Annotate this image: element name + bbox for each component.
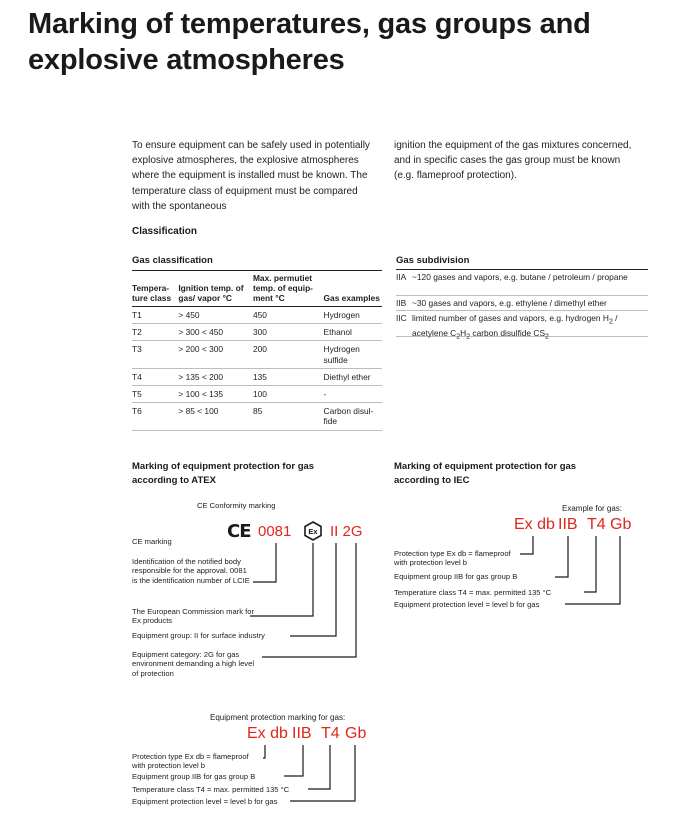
atex-label-tclass: Temperature class T4 = max. permitted 135 °C (132, 785, 290, 794)
cell-max-temp: 450 (253, 307, 324, 324)
atex-label-group: Equipment group IIB for gas group B (132, 772, 256, 781)
cell-temp-class: T5 (132, 386, 178, 403)
cell-temp-class: T1 (132, 307, 178, 324)
iec-label-level: Equipment protection level = level b for gas (394, 600, 540, 609)
cell-example: Carbon disul-fide (324, 403, 382, 430)
col-header-examples: Gas examples (324, 273, 382, 307)
ce-symbol: CE (227, 521, 251, 542)
atex-code-level: Gb (345, 725, 367, 742)
col-header-max-temp: Max. permutiet temp. of equip-ment °C (253, 273, 324, 307)
leader-iec-group (555, 536, 568, 577)
gas-classification-heading: Gas classification (132, 255, 213, 266)
atex-code-group: IIB (292, 725, 312, 742)
leader-iec-level (565, 536, 620, 604)
col-header-ignition: Ignition temp. of gas/ vapor °C (178, 273, 253, 307)
cell-example: Ethanol (324, 324, 382, 341)
ce-conformity-label: CE Conformity marking (197, 501, 276, 510)
iec-example-label: Example for gas: (562, 504, 623, 513)
cell-ignition: > 300 < 450 (178, 324, 253, 341)
label-identification: Identification of the notified body responsible for the approval. 0081 is the identification number of LCIE (132, 557, 250, 585)
atex-code-protection: Ex db (247, 725, 288, 742)
atex-label-protection: Protection type Ex db = flameproof with protection level b (132, 752, 249, 771)
cell-ignition: > 135 < 200 (178, 368, 253, 385)
intro-column-1: To ensure equipment can be safely used in potentially explosive atmospheres, the explosive atmospheres where the equipment is installed must be known. The temperature class of equipment must be compared with the spontaneous (132, 140, 370, 212)
leader-commission (250, 543, 313, 616)
leader-atex-level (290, 745, 355, 801)
col-header-temp-class: Tempera-ture class (132, 273, 178, 307)
subdivision-desc: ~120 gases and vapors, e.g. butane / petroleum / propane (412, 272, 628, 282)
subdivision-code: IIA (396, 272, 407, 282)
atex-heading: Marking of equipment protection for gas according to ATEX (132, 461, 315, 486)
iec-code-group: IIB (558, 516, 578, 533)
label-ce-marking: CE marking (132, 537, 172, 546)
iec-heading: Marking of equipment protection for gas according to IEC (394, 461, 577, 486)
leader-atex-protection (263, 745, 265, 758)
iec-code-tclass: T4 (587, 516, 606, 533)
cell-temp-class: T4 (132, 368, 178, 385)
classification-heading: Classification (132, 226, 198, 237)
cell-temp-class: T6 (132, 403, 178, 430)
cell-ignition: > 200 < 300 (178, 341, 253, 368)
iec-label-group: Equipment group IIB for gas group B (394, 572, 518, 581)
atex-epm-heading: Equipment protection marking for gas: (210, 713, 346, 722)
atex-label-level: Equipment protection level = level b for gas (132, 797, 278, 806)
cell-max-temp: 100 (253, 386, 324, 403)
cell-ignition: > 85 < 100 (178, 403, 253, 430)
iec-code-protection: Ex db (514, 516, 555, 533)
iec-code-level: Gb (610, 516, 632, 533)
cell-example: Hydrogen sulfide (324, 341, 382, 368)
subdivision-desc: limited number of gases and vapors, e.g. hydrogen $H_2$ / acetylene $C_2H_2$ carbon disulfide $CS_2$ (412, 313, 618, 341)
atex-code-tclass: T4 (321, 725, 340, 742)
page-title: Marking of temperatures, gas groups and explosive atmospheres (28, 8, 591, 76)
intro-column-2: ignition the equipment of the gas mixtures concerned, and in specific cases the gas group must be known (e.g. flameproof protection). (394, 140, 632, 182)
ex-symbol-text: Ex (308, 527, 318, 536)
cell-example: - (324, 386, 382, 403)
leader-atex-tclass (308, 745, 330, 789)
subdivision-desc: ~30 gases and vapors, e.g. ethylene / dimethyl ether (412, 298, 607, 308)
leader-iec-protection (520, 536, 533, 554)
cell-max-temp: 300 (253, 324, 324, 341)
subdivision-code: IIB (396, 298, 407, 308)
group-category-code: II 2G (330, 523, 363, 540)
cell-max-temp: 135 (253, 368, 324, 385)
cell-example: Diethyl ether (324, 368, 382, 385)
leader-atex-group (284, 745, 303, 776)
notified-body-number: 0081 (258, 523, 292, 540)
leader-notified-body (253, 543, 276, 582)
cell-max-temp: 85 (253, 403, 324, 430)
iec-label-tclass: Temperature class T4 = max. permitted 135 °C (394, 588, 552, 597)
leader-iec-tclass (584, 536, 596, 592)
iec-label-protection: Protection type Ex db = flameproof with protection level b (394, 549, 511, 568)
cell-temp-class: T2 (132, 324, 178, 341)
subdivision-code: IIC (396, 313, 407, 323)
label-equipment-category: Equipment category: 2G for gas environment demanding a high level of protection (132, 650, 255, 678)
cell-ignition: > 450 (178, 307, 253, 324)
gas-subdivision-heading: Gas subdivision (396, 255, 470, 266)
label-equipment-group: Equipment group: II for surface industry (132, 631, 265, 640)
cell-ignition: > 100 < 135 (178, 386, 253, 403)
cell-max-temp: 200 (253, 341, 324, 368)
cell-temp-class: T3 (132, 341, 178, 368)
label-commission: The European Commission mark for Ex products (132, 607, 254, 626)
cell-example: Hydrogen (324, 307, 382, 324)
